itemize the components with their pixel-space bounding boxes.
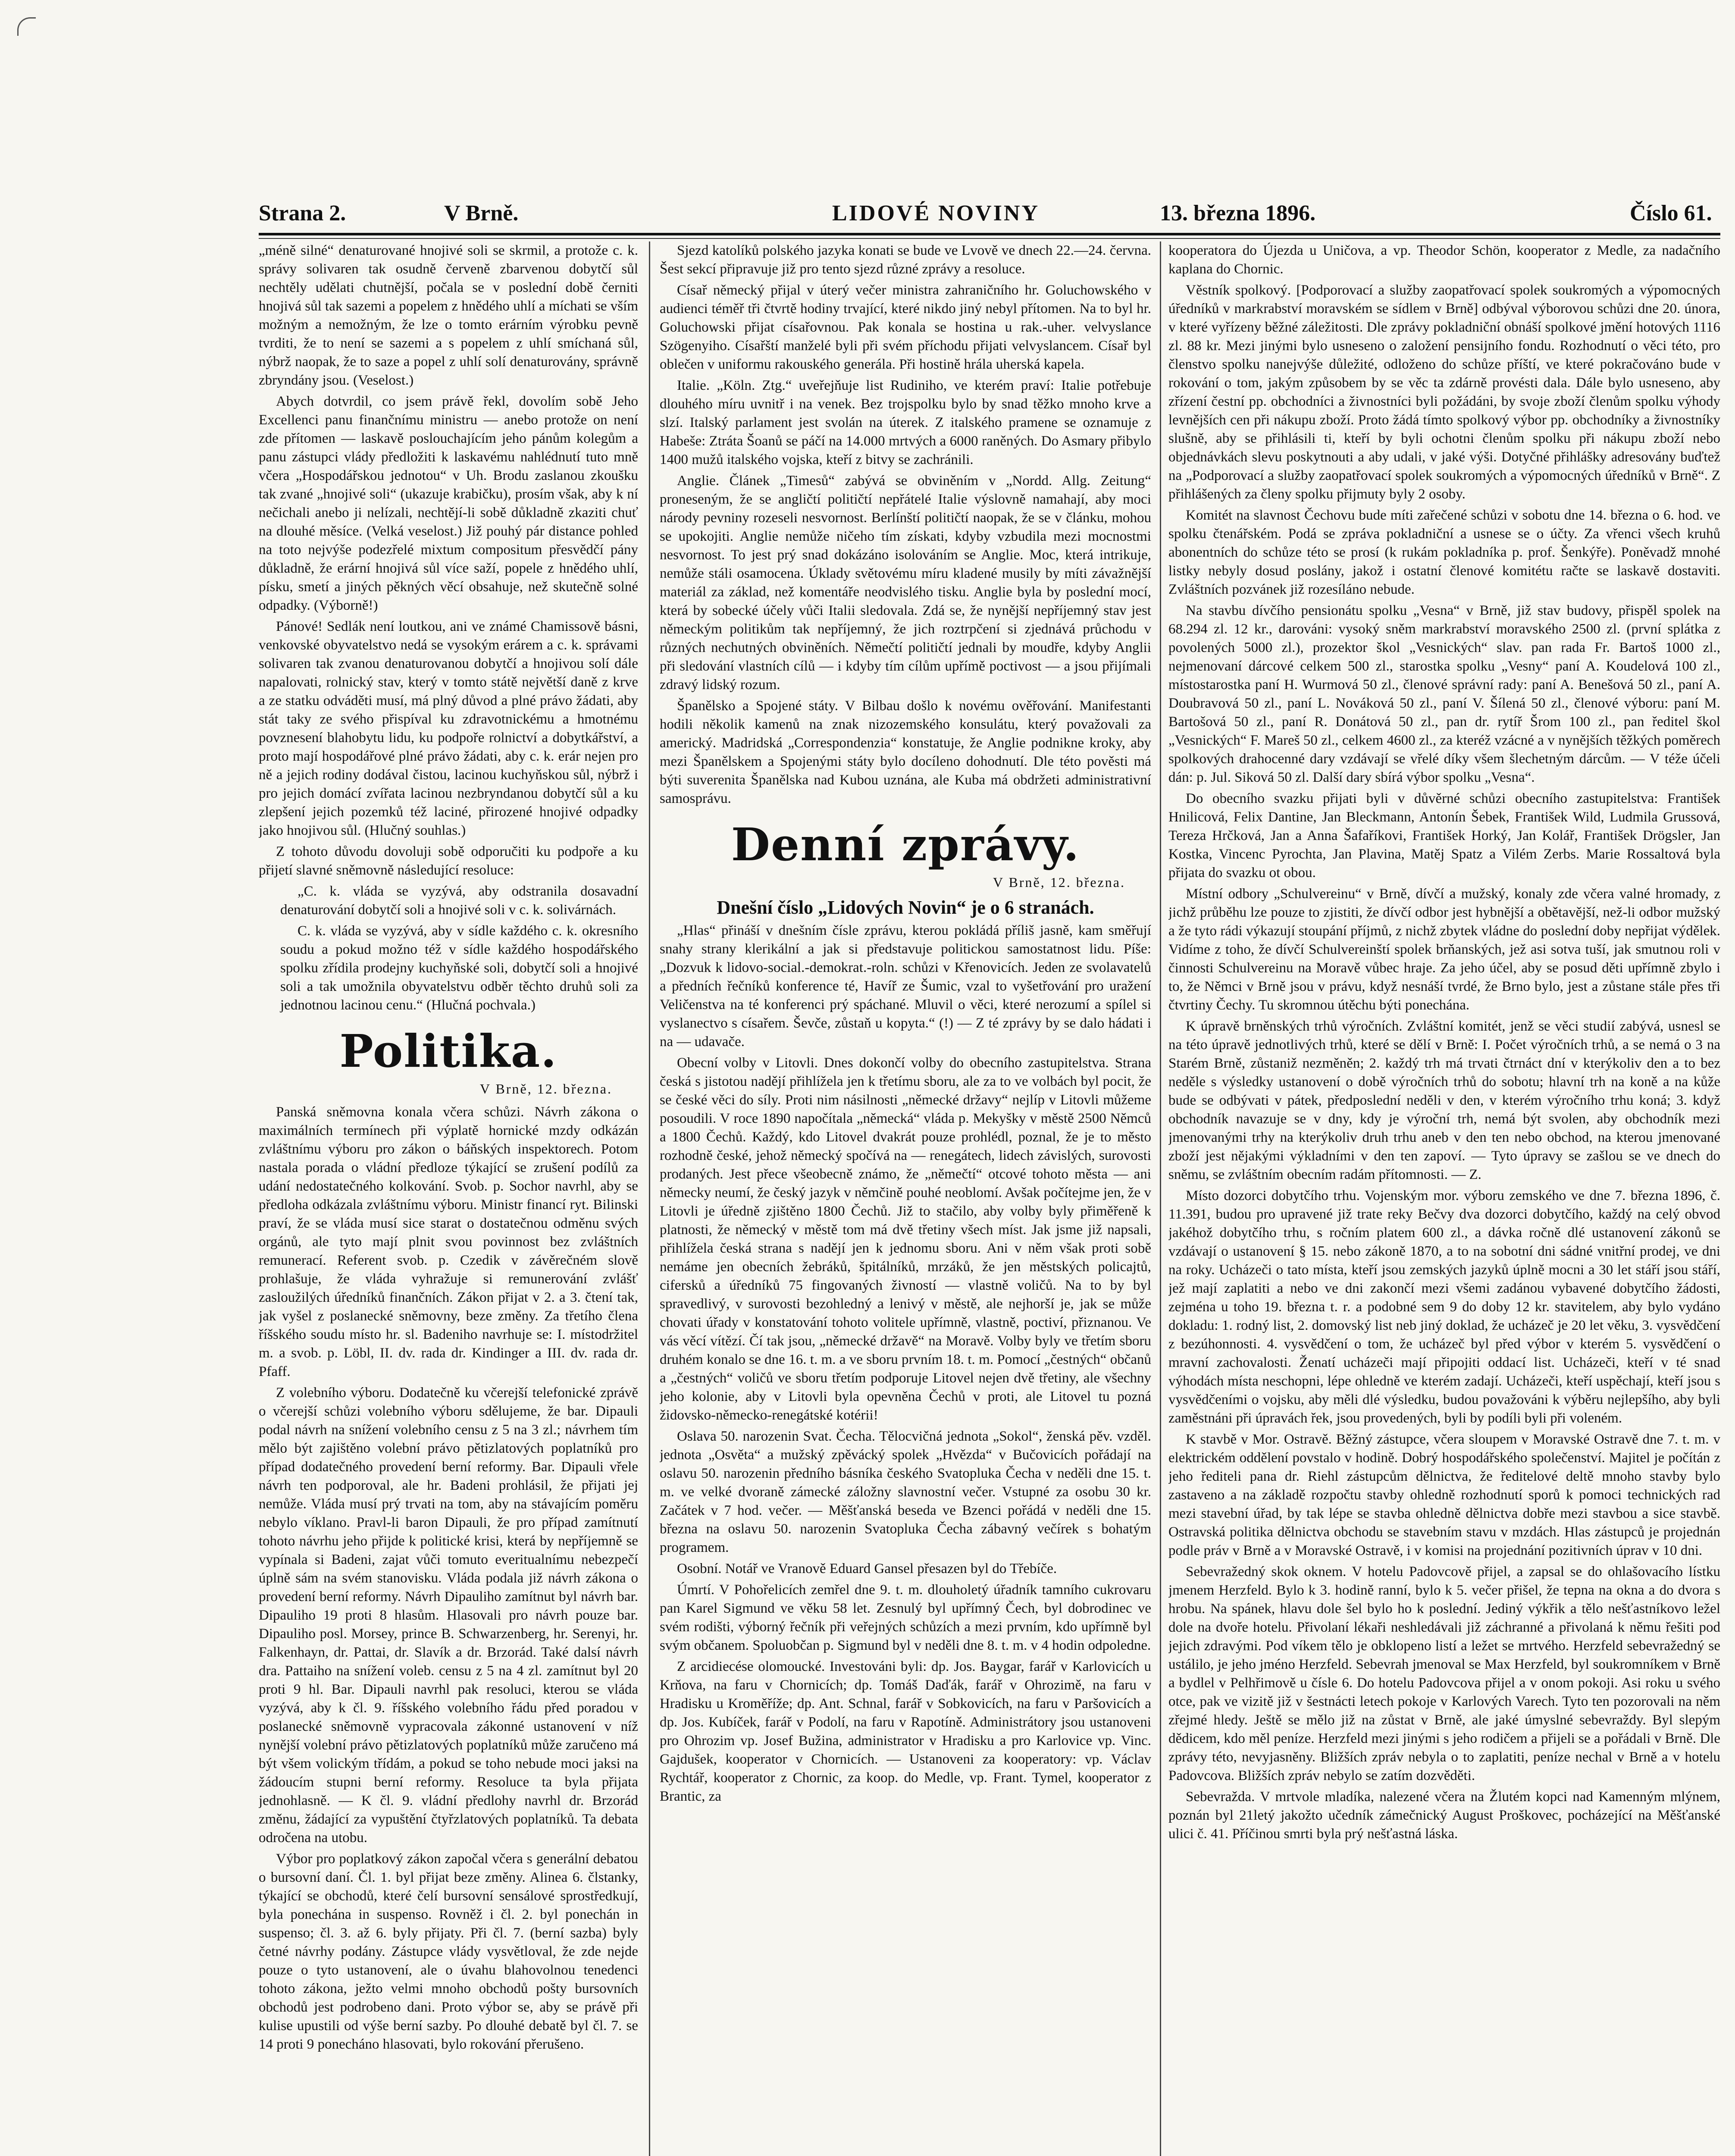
- article-paragraph: Obecní volby v Litovli. Dnes dokončí volby do obecního zastupitelstva. Strana česká s jistotou nadějí přihlížela jen k třetímu sboru, ale za to ve volbách byl pocit, že se české věci do síly. Proti nim násilnosti „německé državy“ nejlíp v Litovli můžeme posoudili. V roce 1890 napočítala „německá“ vláda p. Mekyšky v městě 2500 Němců a 1800 Čechů. Každý, kdo Litovel dvakrát pouze prohlédl, poznal, že je to město rozhodně české, jehož německý spočívá na — renegátech, lidech závislých, surovosti prodaných. Jest přece všeobecně známo, že „němečtí“ otcové tohoto města — ani německy neumí, že český jazyk v němčině pouhé neoblomí. Avšak počítejme jen, že v Litovli je úředně zjištěno 1800 Čechů. Již to stačilo, aby volby byly přiměřeně k platnosti, že německý v městě tom má dvě třetiny všech míst. Jak jsme již napsali, přihlížela česká strana s nadějí jen k jednomu sboru. Ani v něm však proti sobě nemáme jen obecních žebráků, špitálníků, mrzáků, že jen městských policajtů, cifersků a úředníků 75 fingovaných živností — vlastně voličů. Na to by byl spravedlivý, v surovosti bezohledný a lenivý v městě, ale nejhorší je, jak se může chovati úřady v konstatování tohoto volitele upřímně, vlastně, poctiví, přiznanou. Ve vás věcí vítězí. Čí tak jsou, „německé državě“ na Moravě. Volby byly ve třetím sboru druhém konalo se dne 16. t. m. a ve sboru prvním 18. t. m. Pomocí „čestných“ občanů a „čestných“ voličů ve sboru třetím podporuje Litovel nejen dvě třetiny, ale všechny jeho kolonie, aby v Litovli byla opevněna Čechů v proti, ale Litovel tu pozná židovsko-německo-renegátské kotérii!: [660, 1055, 1151, 1423]
- article-paragraph: Věstník spolkový. [Podporovací a služby zaopatřovací spolek soukromých a výpomocných úředníků v markrabství moravském se sídlem v Brně] odbýval výborovou schůzi dne 20. února, v které vyřízeny běžné záležitosti. Dle zprávy pokladniční obnáší spolkové jmění hotových 1116 zl. 88 kr. Mezi jinými bylo usneseno o založení pensijního fondu. Rozhodnutí o věci této, pro členstvo spolku nanejvýše důležité, odloženo do schůze příští, ve které pokračováno bude v rokování o tom, jakým způsobem by se věc ta zdárně provésti dala. Dále bylo usneseno, aby zřízení čestní pp. obchodníci a živnostníci byli požádáni, by svoje zboží členům spolku výhody levnějších cen při nákupu zboží. Proto žádá tímto spolkový výbor pp. obchodníky a živnostníky slušně, aby se přihlásili ti, kteří by byli ochotni členům spolku při nákupu zboží nebo objednávkách slevu poskytnouti a aby udali, v jaké výši. Dotyčné přihlášky adresovány buďtež na „Podporovací a služby zaopatřovací spolek soukromých a výpomocných úředníků v Brně“. Z přihlášených za členy spolku přijmuty byly 2 osoby.: [1168, 282, 1720, 502]
- article-paragraph: Panská sněmovna konala včera schůzi. Návrh zákona o maximálních termínech při výplatě hornické mzdy odkázán zvláštnímu výboru pro zákon o báňských inspektorech. Potom nastala porada o vládní předloze týkající se zrušení podílů za udání nedostatečného kolkování. Svob. p. Sochor navrhl, aby se předloha odkázala zvláštnímu výboru. Ministr financí ryt. Bilinski praví, že se vláda musí sice starat o dostatečnou odměnu svých orgánů, ale tyto mají plnit svou povinnost bez zvláštních remunerací. Referent svob. p. Czedik v závěrečném slově prohlašuje, že vláda vyhražuje si remunerování zvlášť zasloužilých úředníků finančních. Zákon přijat v 2. a 3. čtení tak, jak vyšel z poslanecké sněmovny, beze změny. Za třetího člena říšského soudu místo hr. sl. Badeniho navrhuje se: I. místodržitel m. a svob. p. Löbl, II. dv. rada dr. Kindinger a III. dv. rada dr. Pfaff.: [259, 1104, 638, 1379]
- article-paragraph: Císař německý přijal v úterý večer ministra zahraničního hr. Goluchowského v audienci téměř tři čtvrtě hodiny trvající, které nikdo jiný nebyl přítomen. Na to byl hr. Goluchowski přijat císařovnou. Pak konala se hostina u rak.-uher. velvyslance Szögenyiho. Císařští manželé byli při svém příchodu přijati velvyslancem. Císař byl oblečen v uniformu rakouského generála. Při hostině hrála uherská kapela.: [660, 282, 1151, 372]
- header-rule-thin: [259, 238, 1720, 239]
- article-paragraph: kooperatora do Újezda u Uničova, a vp. Theodor Schön, kooperator z Medle, za nadačního kaplana do Chornic.: [1168, 243, 1720, 277]
- article-paragraph: Italie. „Köln. Ztg.“ uveřejňuje list Rudiniho, ve kterém praví: Italie potřebuje dlouhého míru uvnitř i na venek. Bez trojspolku bylo by snad těžko mnoho krve a slzí. Italský parlament jest svolán na úterek. Z italského pramene se oznamuje z Habeše: Ztráta Šoanů se páčí na 14.000 mrtvých a 6000 raněných. Do Asmary přibylo 1400 mužů italského vojska, kteří z bitvy se zachránili.: [660, 378, 1151, 467]
- article-paragraph: Do obecního svazku přijati byli v důvěrné schůzi obecního zastupitelstva: František Hnilicová, Felix Dantine, Jan Bleckmann, Antonín Šebek, František Wild, Ludmila Grussová, Tereza Hrčková, Jan a Anna Šafaříkovi, František Horký, Jan Kolář, František Drögsler, Jan Kostka, Vincenc Pyrochta, Jan Plavina, Matěj Spatz a Vilém Zerbs. Marie Rossaltová byla přijata do svazku ot obou.: [1168, 791, 1720, 881]
- resolution-text: C. k. vláda se vyzývá, aby v sídle každého c. k. okresního soudu a pokud možno též v sídle každého hospodářského spolku zřídila prodejny kuchyňské soli, dobytčí soli a hnojivé soli a tak umožnila obyvatelstvu odběr těchto druhů soli za jednotnou lacinou cenu.“ (Hlučná pochvala.): [280, 923, 638, 1013]
- issue-number: Číslo 61.: [1630, 201, 1712, 226]
- article-paragraph: Sebevražda. V mrtvole mladíka, nalezené včera na Žlutém kopci nad Kamenným mlýnem, poznán byl 21letý jakožto učedník zámečnický August Proškovec, pocházející na Měšťanské ulici č. 41. Příčinou smrti byla prý nešťastná láska.: [1168, 1789, 1720, 1842]
- article-paragraph: Anglie. Článek „Timesů“ zabývá se obviněním v „Nordd. Allg. Zeitung“ proneseným, že se angličtí političtí nepřátelé Italie výslovně namahají, aby moci národy pevniny rozeseli nesvornost. Berlínští političtí naopak, že se v článku, mohou se upokojiti. Anglie nemůže ničeho tím získati, kdyby vzbudila mezi mocnostmi nesvornost. To jest prý snad dokázáno isolováním se Anglie. Moc, která intrikuje, nemůže stáli osamocena. Úklady světovému míru kladené musily by míti závažnější materiál za základ, než komentáře neodvislého tisku. Anglie byla by poslední mocí, která by sobecké účely vůči Italii sledovala. Zdá se, že nynější nepříjemný stav jest německým politikům tak nepříjemný, že jich roztrpčení si zjednává průchodu v různých nechutných obviněních. Němečtí političtí jednali by moudře, kdyby Anglii při sledování vlastních cílů — i kdyby tím cílům upřímě poctivost — a jsou přijímali zdravý lidský rozum.: [660, 473, 1151, 693]
- corner-mark: [17, 17, 36, 36]
- article-paragraph: Na stavbu dívčího pensionátu spolku „Vesna“ v Brně, již stav budovy, přispěl spolek na 68.294 zl. 12 kr., darováni: vysoký sněm markrabství moravského 2500 zl. (první splátka z povolených 5000 zl.), prozektor škol „Vesnických“ slav. pan rada Fr. Bartoš 1000 zl., nejmenovaní dárcové celkem 500 zl., starostka spolku „Vesny“ paní A. Koudelová 100 zl., místostarostka paní H. Wurmová 50 zl., členové správní rady: paní A. Benešová 50 zl., paní A. Doubravová 50 zl., paní L. Nováková 50 zl., paní V. Šílená 50 zl., členové výboru: paní M. Bartošová 50 zl., paní R. Donátová 50 zl., pan dr. rytíř Šrom 100 zl., pan ředitel škol „Vesnických“ F. Mareš 50 zl., celkem 4600 zl., za kteréž vzácné a v nynějších těžkých poměrech spolkových drahocenné dary vzdávají se vřelé díky všem šlechetným dárcům. — V téže účeli dán: p. Jul. Siková 50 zl. Další dary sbírá výbor spolku „Vesna“.: [1168, 603, 1720, 785]
- article-paragraph: Místní odbory „Schulvereinu“ v Brně, dívčí a mužský, konaly zde včera valné hromady, z jichž průběhu lze pouze to zjistiti, že dívčí odbor jest hybnější a obětavější, než-li odbor mužský a že tyto rádi výkazují stoupání příjmů, z nichž zbytek vládne do poslední doby nepřijat výdělek. Vidíme z toho, že dívčí Schulvereinští spolek brňanských, jež asi sotva tuší, jak smutnou roli v činnosti Schulvereinu na Moravě vůbec hraje. Za jeho účel, aby se posud děti upřímně zbylo i to, že Němci v Brně jsou v právu, když nesnáší tvrdé, že Brno bylo, jest a zůstane stále přes tři čtvrtiny Čechy. Tu skromnou útěchu býti ponechána.: [1168, 886, 1720, 1013]
- page-header: [259, 196, 1720, 231]
- article-paragraph: Komitét na slavnost Čechovu bude míti zařečené schůzi v sobotu dne 14. března o 6. hod. ve spolku čtenářském. Podá se zpráva pokladniční a usnese se o účty. Za vřenci všech kruhů abonentních do schůze této se prosí (k rukám pokladníka p. prof. Šenkýře). Poněvadž mnohé listky nebyly dosud poslány, jakož i ostatní členové komitétu račte se laskavě dostaviti. Zvláštních pozvánek již rozesíláno nebude.: [1168, 508, 1720, 597]
- article-paragraph: Pánové! Sedlák není loutkou, ani ve známé Chamissově básni, venkovské obyvatelstvo nedá se vysokým erárem a c. k. správami solivaren tak zvanou denaturovanou dobytčí a hnojivou solí dále napalovati, rolnický stav, který v tomto státě největší daně z krve a ze statku odváděti musí, má plný důvod a plné právo žádati, aby stát taky ze svého přispíval ku zdravotnickému a hmotnému povznesení blahobytu lidu, ku podpoře rolnictví a dobytkářství, a proto mají hospodářové plné právo žádati, aby c. k. erár nejen pro ně a jejich rodiny dodával čistou, lacinou kuchyňskou sůl, nýbrž i pro jejich domácí zvířata lacinou nezbryndanou dobytčí sůl a ku zlepšení jejich pozemků též laciné, přirozené hnojivé odpadky jako hnojivou sůl. (Hlučný souhlas.): [259, 619, 638, 838]
- masthead-title: LIDOVÉ NOVINY: [832, 201, 1040, 226]
- header-city: V Brně.: [444, 201, 519, 226]
- article-paragraph: Z volebního výboru. Dodatečně ku včerejší telefonické zprávě o včerejší schůzi volebního výboru sdělujeme, že bar. Dipauli podal návrh na snížení volebního censu z 5 na 3 zl.; návrhem tím mělo být zajištěno volební právo pětizlatových poplatníků pro případ dodatečného provedení berní reformy. Bar. Dipauli vřele návrh ten podporoval, ale hr. Badeni prohlásil, že přijati jej nemůže. Vláda musí prý trvati na tom, aby na stávajícím poměru nebylo víklano. Pravl-li baron Dipauli, že pro případ zamítnutí tohoto návrhu jeho přijde k politické krisi, která by nepříjemně se vypínala si Badeni, zajat vůči tomuto everitualnímu nebezpečí úplně sám na svém stanovisku. Vláda podala již návrh zákona o provedení berní reformy. Návrh Dipauliho zamítnut byl návrh bar. Dipauliho 19 proti 8 hlasům. Hlasovali pro návrh pouze bar. Dipauliho posl. Morsey, prince B. Schwarzenberg, hr. Serenyi, hr. Falkenhayn, dr. Pattai, dr. Slavík a dr. Brzorád. Také dalsí návrh dra. Pattaiho na snížení voleb. censu z 5 na 4 zl. zamítnut byl 20 proti 9 hl. Bar. Dipauli navrhl pak resoluci, kterou se vláda vyzývá, aby k čl. 9. říšského volebního řádu před poradou v poslanecké sněmovně vypracovala zákonné ustanovení v níž nynější volební právo pětizlatových poplatníků může zaručeno má být všem volickým třídám, a pokud se toho nebude moci jaksi na žádoucím stupni berní reformy. Resoluce ta byla přijata jednohlasně. — K čl. 9. vládní předlohy navrhl dr. Brzorád změnu, žádající za vypuštění čtyřzlatových poplatníků. Ta debata odročena na utobu.: [259, 1385, 638, 1846]
- column-divider: [1160, 241, 1161, 2156]
- article-paragraph: Z arcidiecése olomoucké. Investováni byli: dp. Jos. Baygar, farář v Karlovicích u Krňova, na faru v Chornicích; dp. Tomáš Daďák, farář v Ohrozimě, na faru v Hradisku u Kroměříže; dp. Ant. Schnal, farář v Sobkovicích, na faru v Paršovicích a dp. Jos. Kubíček, farář v Podolí, na faru v Rapotíně. Administrátory jsou ustanoveni pro Ohrozim vp. Josef Bužina, administrator v Hradisku a pro Karlovice vp. Vinc. Gajdušek, kooperator v Chornicích. — Ustanoveni za kooperatory: vp. Václav Rychtář, kooperator z Chornic, za koop. do Medle, vp. Frant. Tymel, kooperator z Brantic, za: [660, 1659, 1151, 1804]
- article-paragraph: Oslava 50. narozenin Svat. Čecha. Tělocvičná jednota „Sokol“, ženská pěv. vzděl. jednota „Osvěta“ a mužský zpěvácký spolek „Hvězda“ v Bučovicích pořádají na oslavu 50. narozenin předního básníka českého Svatopluka Čecha v neděli dne 15. t. m. ve velké dvoraně zámecké záložny slavnostní večer. Vstupné za osobu 30 kr. Začátek v 7 hod. večer. — Měšťanská beseda ve Bzenci pořádá v neděli dne 15. března na oslavu 50. narozenin Svatopluka Čecha zábavný večírek s bohatým programem.: [660, 1429, 1151, 1555]
- section-heading-politika: Politika.: [339, 1025, 557, 1078]
- section-heading-denni-zpravy: Denní zprávy.: [731, 818, 1080, 871]
- article-paragraph: Výbor pro poplatkový zákon započal včera s generální debatou o bursovní daní. Čl. 1. byl přijat beze změny. Alinea 6. člstanky, týkající se obchodů, které čelí bursovní sensálové sprostředkují, byla ponechána in suspenso. Rovněž i čl. 2. byl ponechán in suspenso; čl. 3. až 6. byly přijaty. Při čl. 7. (berní sazba) byly četné návrhy podány. Zástupce vlády vysvětloval, že zde nejde pouze o tyto ustanovení, ale o úvahu blahovolnou tenedenci tohoto zákona, ježto velmi mnoho obchodů pošty bursovních obchodů jest podrobeno dani. Proto výbor se, aby se právě při kulise upustili od výše berní sazby. Po dlouhé debatě byl čl. 7. se 14 proti 9 ponecháno hlasovati, bylo rokování přerušeno.: [259, 1851, 638, 2052]
- column-3: [1168, 241, 1720, 2156]
- column-1: [259, 241, 638, 2156]
- header-rule: [259, 233, 1720, 235]
- article-paragraph: Sebevražedný skok oknem. V hotelu Padovcově přijel, a zapsal se do ohlašovacího lístku jmenem Herzfeld. Bylo k 3. hodině ranní, bylo k 5. večer přišel, že tepna na okna a do dvora s hrobu. Na spánek, hlavu dole šel bylo ho k poslední. Jediný výkřik a tělo nešťastníkovo ležel dole na dvoře hotelu. Přivolaní lékaři neshledávali již záchranné a přivolaná k němu řešiti pod jejich zdravými. Pod víkem tělo je obklopeno listí a ležet se mrtvého. Herzfeld sebevražedný se ustálilo, je jeho jméno Herzfeld. Sebevrah jmenoval se Max Herzfeld, byl soukromníkem v Brně a bydlel v Pelhřimově u čísle 6. Do hotelu Padovcova přijel a v onom pokoji. Asi roku u svého otce, pak ve vizitě již v šestnácti letech pokoje v Karlových Varech. Tyto ten pozorovali na něm zřejmé hledy. Ještě se mělo již na zůstat v Brně, ale jaké úmyslné sebevraždy. Byl slepým dědicem, kdo měl peníze. Herzfeld mezi jinými s jeho rodičem a přijeli se a pořádali v Brně. Dle zprávy této, nevyjasněny. Bližších zpráv nebyla o to zaplatiti, peníze nechal v Brně a v hotelu Padovcova. Bližších zpráv nebylo se zatím dozvěděti.: [1168, 1564, 1720, 1783]
- article-paragraph: K úpravě brněnských trhů výročních. Zvláštní komitét, jenž se věci studií zabývá, usnesl se na této úpravě jednotlivých trhů, které se dělí v Brně: I. Počet výročních trhů, a se nemá o 3 na Starém Brně, zůstaniž nezměněn; 2. každý trh má trvati čtrnáct dní v kterýkoliv den a to bez neděle s výsledky ustanovení o době výročních trhů do sobotu; hlavní trh na koně a na kůže bude se odbývati v pátek, předposlední neděli v den, v kterém výročního trhu koná; 3. když obchodník navazuje se v dny, kdy je výroční trh, nemá být svolen, aby obchodník mezi jmenovanými trhy na kterýkoliv druh trhu aneb v den ten nebo obchod, na kterou jmenované zboží jest nějakými výkladními v den ten zapoví. — Tyto úpravy se zašlou se ve dnech do sněmu, se zvláštním obecním radám přítomnosti. — Z.: [1168, 1018, 1720, 1182]
- article-paragraph: Osobní. Notář ve Vranově Eduard Gansel přesazen byl do Třebíče.: [677, 1561, 1057, 1576]
- article-paragraph: Sjezd katolíků polského jazyka konati se bude ve Lvově ve dnech 22.—24. června. Šest sekcí připravuje již pro tento sjezd různé zprávy a resoluce.: [660, 243, 1151, 277]
- column-divider: [649, 241, 650, 2156]
- dateline: V Brně, 12. března.: [993, 874, 1125, 890]
- column-2: [660, 241, 1151, 2156]
- page-number: Strana 2.: [259, 201, 346, 226]
- article-paragraph: K stavbě v Mor. Ostravě. Běžný zástupce, včera sloupem v Moravské Ostravě dne 7. t. m. v elektrickém oddělení povstalo v hodině. Dobrý hospodářského společenství. Majitel je počítán z jeho řediteli pana dr. Riehl zástupcům dělnictva, že ředitelové deltě mnoho stavby bylo zastaveno a na základě rozpočtu stavby ohledně rozhodnutí sporů k pomoci technických rad mezi stavební úřad, by tak lépe se stavba ohledně dělnictva dobře mezi stavbou a sice stavbě. Ostravská politika dělnictva obchodu se stavebním stavu v mzdách. Hlas zástupců je projednán podle práv v Brně a v Moravské Ostravě, i v komisi na projednání pozitivních úprav v 10 dni.: [1168, 1432, 1720, 1558]
- dateline: V Brně, 12. března.: [480, 1081, 612, 1097]
- article-paragraph: „méně silné“ denaturované hnojivé soli se skrmil, a protože c. k. správy solivaren tak osudně červeně zbarvenou dobytčí sůl nechtěly udělati chutnější, počala se v poslední době černiti hnojivá sůl tak sazemi a popelem z hnědého uhlí a míchati se vším možným a nemožným, že lze o tomto erárním výrobku pevně tvrditi, že to není se sazemi a s popelem z uhlí smíchaná sůl, nýbrž naopak, že to saze a popel z uhlí solí denaturovány, správně zbryndány jsou. (Veselost.): [259, 243, 638, 388]
- article-paragraph: Úmrtí. V Pohořelicích zemřel dne 9. t. m. dlouholetý úřadník tamního cukrovaru pan Karel Sigmund ve věku 58 let. Zesnulý byl upřímný Čech, byl dobrodinec ve svém rodišti, výborný řečník při veřejných schůzích a mezi prvním, kdo upřímně byl svým občanem. Spoluobčan p. Sigmund byl v neděli dne 8. t. m. v 4 hodin odpoledne.: [660, 1582, 1151, 1653]
- article-paragraph: „Hlas“ přináší v dnešním čísle zprávu, kterou pokládá příliš jasně, kam směřují snahy strany klerikální a jak si představuje politickou samostatnost lidu. Píše: „Dozvuk k lidovo-social.-demokrat.-roln. schůzi v Křenovicích. Jeden ze svolavatelů a předních řečníků konference té, Havíř ze Šumic, vzal to vyšetřování pro uražení Veličenstva na té konferenci prý spáchané. Mluvil o věci, které nerozumí a spílel si vyslanectvo s císařem. Ševče, zůstaň u kopyta.“ (!) — Z té zprávy by se dalo hádati i na — udavače.: [660, 923, 1151, 1050]
- article-paragraph: Z tohoto důvodu dovoluji sobě odporučiti ku podpoře a ku přijetí slavné sněmovně následující resoluce:: [259, 844, 638, 878]
- article-paragraph: Místo dozorci dobytčího trhu. Vojenským mor. výboru zemského ve dne 7. března 1896, č. 11.391, budou pro upravené již trate reky Bečvy dva dozorci dobytčího, každý na celý obvod jakéhož dobytčího trhu, s ročním platem 600 zl., a dávka ročně dlé ustanovení zákonů se vzdávají o ustanovení § 15. nebo zákoně 1870, a to na sobotní dni sádné vnitřní prodej, ve dni na roky. Ucházeči o tato místa, kteří jsou zemských jazyků úplně mocni a 30 let stáří jsou stáří, jež mají zaplatiti a nebo ve dni zakončí mezi všemi zadánou vybavené dobytčího žádosti, zejména u toho 19. března t. r. a podobné sem 9 do doby 12 kr. stavitelem, aby bylo vydáno dokladu: 1. rodný list, 2. domovský list neb jiný doklad, že ucházeč je 20 let věku, 3. vysvědčení z bezúhonnosti. 4. vysvědčení o tom, že ucházeč byl před výbor v kterém 5. vysvědčení o mravní zachovalosti. Ženatí ucházeči mají připojiti oddací list. Ucházeči, kteří v té snad výhodách místa neschopni, lépe ohledně ve kterém zadají. Ucházeči, kteří uspěchají, kteří jsou s vysvědčeními o vojsku, aby měli dlé výsledku, budou považováni k výběru nejlepšího, aby byli zaměstnáni při úpravách řek, jsou provedených, byli by podíli byli při voleném.: [1168, 1188, 1720, 1426]
- notice-headline: Dnešní číslo „Lidových Novin“ je o 6 stranách.: [717, 897, 1094, 918]
- resolution-text: „C. k. vláda se vyzývá, aby odstranila dosavadní denaturování dobytčí soli a hnojivé soli v c. k. solivárnách.: [280, 884, 638, 918]
- header-date: 13. března 1896.: [1160, 201, 1316, 226]
- article-paragraph: Abych dotvrdil, co jsem právě řekl, dovolím sobě Jeho Excellenci panu finančnímu ministru — anebo protože on není zde přítomen — laskavě poslouchajícím jeho pánům kolegům a panu zástupci vlády předložiti k laskavému nahlédnutí tuto mně včera „Hospodářskou jednotou“ v Uh. Brodu zaslanou zkoušku tak zvané „hnojivé soli“ (ukazuje krabičku), prosím však, aby k ní nečichali anebo ji nelízali, nechtějí-li sobě důkladně zkaziti chuť na dlouhé měsíce. (Velká veselost.) Již pouhý pár distance pohled na toto nejvýše podezřelé mixtum compositum přesvědčí pány důkladně, že erární hnojivá sůl více saží, popele z hnědého uhlí, písku, smetí a jiných pěkných věcí obsahuje, než skutečně solné odpadky. (Výborně!): [259, 394, 638, 613]
- article-paragraph: Španělsko a Spojené státy. V Bilbau došlo k novému ověřování. Manifestanti hodili několik kamenů na znak nizozemského konsulátu, který považovali za americký. Madridská „Correspondenzia“ konstatuje, že Anglie podnikne kroky, aby mezi Španělskem a Spojenými státy bylo docíleno dohodnutí. Dle této pověsti má býti suverenita Španělska nad Kubou uznána, ale Kuba má obdržeti administrativní samosprávu.: [660, 698, 1151, 806]
